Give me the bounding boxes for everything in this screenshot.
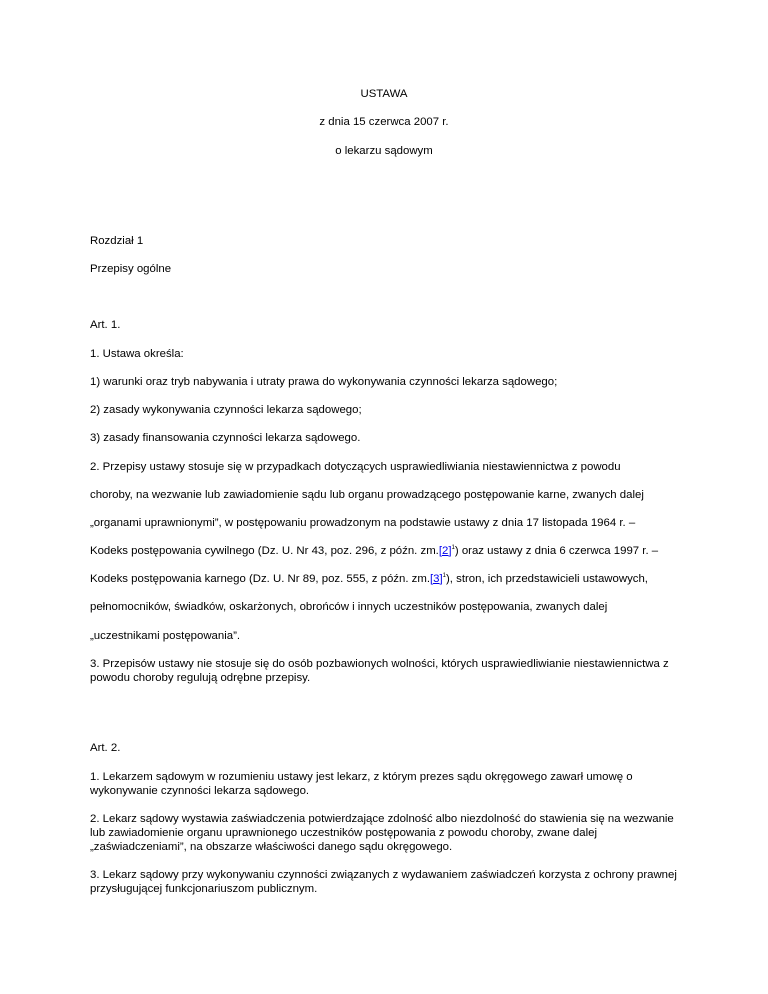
art2-paragraph-3: 3. Lekarz sądowy przy wykonywaniu czynności związanych z wydawaniem zaświadczeń korzysta z ochrony prawnej przysługującej funkcjonariuszom publicznym. (90, 869, 677, 895)
footnote-link-2[interactable]: [2] (438, 545, 452, 557)
art1-paragraph-1: 1. Ustawa określa: (90, 348, 184, 360)
chapter-name: Przepisy ogólne (90, 263, 172, 275)
act-title: USTAWA (360, 88, 408, 100)
art2-paragraph-2: 2. Lekarz sądowy wystawia zaświadczenia potwierdzające zdolność albo niezdolność do stawienia się na wezwanie lub zawiadomienie organu uprawnionego uczestników postępowania z powodu choroby, zwane dalej „zaświadczeniami”, na obszarze właściwości danego sądu okręgowego. (90, 813, 674, 853)
art1-item-2: 2) zasady wykonywania czynności lekarza sądowego; (90, 404, 362, 416)
line5-text-a: Kodeks postępowania karnego (Dz. U. Nr 89, poz. 555, z późn. zm. (90, 573, 430, 585)
act-subject: o lekarzu sądowym (335, 145, 433, 157)
art1-p2-line-4 (90, 545, 658, 557)
footnote-link-3[interactable]: [3] (430, 573, 443, 585)
art1-p2-line-7: „uczestnikami postępowania”. (90, 630, 241, 642)
line5-text-b: ), stron, ich przedstawicieli ustawowych, (446, 573, 648, 585)
art1-item-1: 1) warunki oraz tryb nabywania i utraty prawa do wykonywania czynności lekarza sądowego; (90, 376, 558, 388)
chapter-label: Rozdział 1 (90, 235, 144, 247)
art1-heading: Art. 1. (90, 319, 121, 331)
art2-paragraph-1: 1. Lekarzem sądowym w rozumieniu ustawy jest lekarz, z którym prezes sądu okręgowego zawarł umowę o wykonywanie czynności lekarza sądowego. (90, 771, 633, 797)
art1-p2-line-5 (90, 573, 648, 585)
footnote-marker: 1 (451, 545, 455, 551)
art1-p2-line-3: „organami uprawnionymi”, w postępowaniu prowadzonym na podstawie ustawy z dnia 17 listopada 1964 r. – (90, 517, 636, 529)
line4-text-a: Kodeks postępowania cywilnego (Dz. U. Nr 43, poz. 296, z późn. zm. (90, 545, 439, 557)
footnote-marker: 1 (442, 573, 447, 579)
art1-p2-line-1: 2. Przepisy ustawy stosuje się w przypadkach dotyczących usprawiedliwiania niestawiennictwa z powodu (90, 461, 621, 473)
art1-p2-line-6: pełnomocników, świadków, oskarżonych, obrońców i innych uczestników postępowania, zwanych dalej (90, 601, 608, 613)
art2-heading: Art. 2. (90, 742, 121, 754)
art1-item-3: 3) zasady finansowania czynności lekarza sądowego. (90, 432, 361, 444)
line4-text-b: ) oraz ustawy z dnia 6 czerwca 1997 r. – (454, 545, 659, 557)
art1-paragraph-3: 3. Przepisów ustawy nie stosuje się do osób pozbawionych wolności, których usprawiedliwianie niestawiennictwa z powodu choroby regulują odrębne przepisy. (90, 658, 669, 684)
art1-p2-line-2: choroby, na wezwanie lub zawiadomienie sądu lub organu prowadzącego postępowanie karne, zwanych dalej (90, 489, 644, 501)
act-date: z dnia 15 czerwca 2007 r. (319, 116, 449, 128)
